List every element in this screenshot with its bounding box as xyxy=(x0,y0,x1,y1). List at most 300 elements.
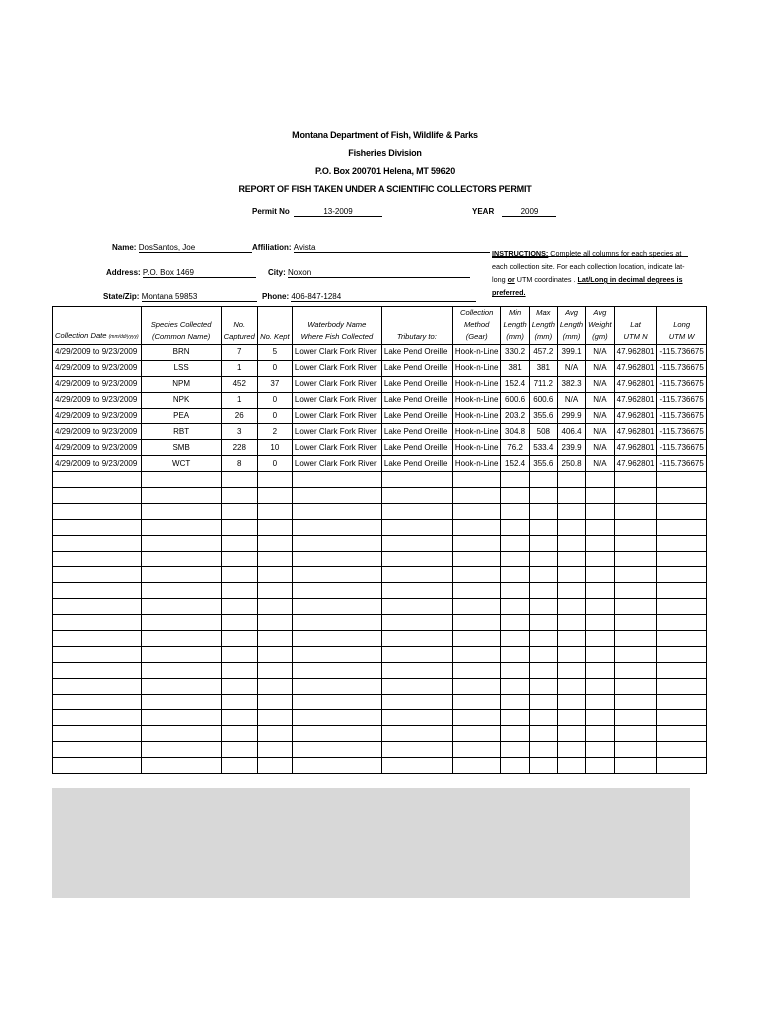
table-cell[interactable] xyxy=(586,519,615,535)
table-cell[interactable] xyxy=(221,488,257,504)
table-cell[interactable] xyxy=(292,678,381,694)
table-cell[interactable]: N/A xyxy=(586,440,615,456)
table-cell[interactable] xyxy=(141,551,221,567)
table-cell[interactable] xyxy=(586,488,615,504)
table-cell[interactable] xyxy=(501,694,529,710)
table-cell[interactable]: 452 xyxy=(221,376,257,392)
table-cell[interactable] xyxy=(501,646,529,662)
table-cell[interactable]: 381 xyxy=(529,360,557,376)
table-cell[interactable] xyxy=(586,662,615,678)
table-cell[interactable] xyxy=(141,519,221,535)
table-cell[interactable]: 250.8 xyxy=(557,456,585,472)
table-cell[interactable]: 0 xyxy=(257,408,292,424)
table-cell[interactable] xyxy=(557,488,585,504)
table-cell[interactable] xyxy=(292,503,381,519)
table-cell[interactable] xyxy=(614,710,657,726)
table-cell[interactable]: Hook-n-Line xyxy=(452,440,501,456)
table-cell[interactable] xyxy=(557,678,585,694)
table-cell[interactable] xyxy=(614,551,657,567)
table-cell[interactable] xyxy=(614,503,657,519)
table-cell[interactable]: 457.2 xyxy=(529,345,557,361)
table-cell[interactable] xyxy=(657,599,706,615)
table-cell[interactable] xyxy=(529,519,557,535)
table-cell[interactable]: N/A xyxy=(586,376,615,392)
table-cell[interactable]: 4/29/2009 to 9/23/2009 xyxy=(53,392,142,408)
table-cell[interactable]: 5 xyxy=(257,345,292,361)
table-cell[interactable]: 152.4 xyxy=(501,456,529,472)
table-cell[interactable] xyxy=(529,742,557,758)
table-cell[interactable] xyxy=(452,758,501,774)
table-cell[interactable] xyxy=(557,583,585,599)
table-cell[interactable] xyxy=(257,742,292,758)
table-cell[interactable] xyxy=(657,726,706,742)
table-cell[interactable]: -115.736675 xyxy=(657,456,706,472)
state-zip-field[interactable]: Montana 59853 xyxy=(142,292,257,302)
table-cell[interactable] xyxy=(557,519,585,535)
table-cell[interactable]: N/A xyxy=(586,424,615,440)
table-cell[interactable] xyxy=(53,710,142,726)
table-cell[interactable] xyxy=(557,503,585,519)
table-cell[interactable] xyxy=(557,646,585,662)
table-cell[interactable] xyxy=(557,742,585,758)
table-cell[interactable] xyxy=(657,472,706,488)
table-cell[interactable]: 600.6 xyxy=(501,392,529,408)
table-cell[interactable] xyxy=(221,758,257,774)
table-cell[interactable] xyxy=(221,599,257,615)
table-cell[interactable] xyxy=(529,472,557,488)
table-cell[interactable]: 37 xyxy=(257,376,292,392)
table-cell[interactable] xyxy=(557,662,585,678)
table-cell[interactable]: 355.6 xyxy=(529,456,557,472)
table-cell[interactable]: Lower Clark Fork River xyxy=(292,360,381,376)
table-cell[interactable] xyxy=(529,726,557,742)
table-cell[interactable] xyxy=(586,631,615,647)
table-cell[interactable] xyxy=(586,567,615,583)
table-cell[interactable] xyxy=(586,583,615,599)
table-cell[interactable]: 4/29/2009 to 9/23/2009 xyxy=(53,424,142,440)
table-cell[interactable] xyxy=(381,567,452,583)
table-cell[interactable] xyxy=(381,742,452,758)
table-cell[interactable] xyxy=(557,567,585,583)
table-cell[interactable] xyxy=(257,583,292,599)
table-cell[interactable] xyxy=(381,710,452,726)
table-cell[interactable] xyxy=(292,583,381,599)
table-cell[interactable] xyxy=(221,551,257,567)
table-cell[interactable] xyxy=(657,567,706,583)
table-cell[interactable]: 2 xyxy=(257,424,292,440)
table-cell[interactable] xyxy=(53,535,142,551)
table-cell[interactable] xyxy=(452,615,501,631)
table-cell[interactable] xyxy=(501,551,529,567)
table-cell[interactable] xyxy=(614,694,657,710)
table-cell[interactable] xyxy=(586,503,615,519)
table-cell[interactable] xyxy=(53,567,142,583)
table-cell[interactable] xyxy=(381,694,452,710)
table-cell[interactable] xyxy=(452,551,501,567)
table-cell[interactable] xyxy=(221,519,257,535)
table-cell[interactable] xyxy=(614,535,657,551)
table-cell[interactable] xyxy=(557,631,585,647)
table-cell[interactable] xyxy=(257,535,292,551)
table-cell[interactable] xyxy=(292,551,381,567)
table-cell[interactable] xyxy=(657,631,706,647)
table-cell[interactable]: N/A xyxy=(586,392,615,408)
table-cell[interactable] xyxy=(141,726,221,742)
table-cell[interactable]: N/A xyxy=(557,392,585,408)
table-cell[interactable] xyxy=(141,567,221,583)
table-cell[interactable] xyxy=(657,488,706,504)
table-cell[interactable]: 4/29/2009 to 9/23/2009 xyxy=(53,360,142,376)
table-cell[interactable]: 0 xyxy=(257,392,292,408)
table-cell[interactable] xyxy=(452,567,501,583)
table-cell[interactable] xyxy=(657,519,706,535)
table-cell[interactable] xyxy=(657,551,706,567)
city-field[interactable]: Noxon xyxy=(288,268,470,278)
table-cell[interactable]: Hook-n-Line xyxy=(452,408,501,424)
table-cell[interactable] xyxy=(529,646,557,662)
table-cell[interactable] xyxy=(452,742,501,758)
table-cell[interactable] xyxy=(586,710,615,726)
table-cell[interactable] xyxy=(529,710,557,726)
table-cell[interactable] xyxy=(614,758,657,774)
table-cell[interactable] xyxy=(501,678,529,694)
table-cell[interactable] xyxy=(614,599,657,615)
table-cell[interactable]: N/A xyxy=(557,360,585,376)
table-cell[interactable]: 0 xyxy=(257,360,292,376)
table-cell[interactable] xyxy=(53,758,142,774)
table-cell[interactable] xyxy=(141,694,221,710)
table-cell[interactable] xyxy=(614,726,657,742)
table-cell[interactable] xyxy=(53,551,142,567)
table-cell[interactable] xyxy=(586,615,615,631)
table-cell[interactable]: Hook-n-Line xyxy=(452,456,501,472)
table-cell[interactable]: 3 xyxy=(221,424,257,440)
table-cell[interactable]: Lake Pend Oreille xyxy=(381,376,452,392)
table-cell[interactable]: Hook-n-Line xyxy=(452,392,501,408)
table-cell[interactable]: 47.962801 xyxy=(614,440,657,456)
table-cell[interactable]: Lake Pend Oreille xyxy=(381,424,452,440)
table-cell[interactable] xyxy=(257,726,292,742)
table-cell[interactable]: WCT xyxy=(141,456,221,472)
table-cell[interactable] xyxy=(614,631,657,647)
table-cell[interactable] xyxy=(53,662,142,678)
table-cell[interactable] xyxy=(221,694,257,710)
table-cell[interactable] xyxy=(529,567,557,583)
table-cell[interactable]: 47.962801 xyxy=(614,424,657,440)
table-cell[interactable]: 304.8 xyxy=(501,424,529,440)
table-cell[interactable] xyxy=(557,694,585,710)
table-cell[interactable]: 0 xyxy=(257,456,292,472)
table-cell[interactable] xyxy=(501,742,529,758)
table-cell[interactable]: 4/29/2009 to 9/23/2009 xyxy=(53,345,142,361)
table-cell[interactable] xyxy=(221,631,257,647)
table-cell[interactable] xyxy=(141,583,221,599)
table-cell[interactable] xyxy=(586,758,615,774)
table-cell[interactable] xyxy=(221,472,257,488)
table-cell[interactable]: -115.736675 xyxy=(657,392,706,408)
table-cell[interactable] xyxy=(614,567,657,583)
table-cell[interactable] xyxy=(292,519,381,535)
table-cell[interactable] xyxy=(257,503,292,519)
table-cell[interactable] xyxy=(141,503,221,519)
table-cell[interactable] xyxy=(381,726,452,742)
table-cell[interactable] xyxy=(529,535,557,551)
table-cell[interactable] xyxy=(557,599,585,615)
table-cell[interactable] xyxy=(501,567,529,583)
table-cell[interactable] xyxy=(452,694,501,710)
table-cell[interactable]: Lake Pend Oreille xyxy=(381,456,452,472)
table-cell[interactable] xyxy=(501,535,529,551)
table-cell[interactable] xyxy=(586,535,615,551)
table-cell[interactable]: 4/29/2009 to 9/23/2009 xyxy=(53,408,142,424)
table-cell[interactable] xyxy=(292,488,381,504)
table-cell[interactable] xyxy=(501,662,529,678)
table-cell[interactable]: 47.962801 xyxy=(614,376,657,392)
table-cell[interactable]: 239.9 xyxy=(557,440,585,456)
table-cell[interactable]: 228 xyxy=(221,440,257,456)
table-cell[interactable] xyxy=(501,710,529,726)
table-cell[interactable] xyxy=(381,519,452,535)
table-cell[interactable]: 47.962801 xyxy=(614,456,657,472)
table-cell[interactable]: 47.962801 xyxy=(614,345,657,361)
table-cell[interactable]: Lower Clark Fork River xyxy=(292,440,381,456)
table-cell[interactable] xyxy=(529,488,557,504)
table-cell[interactable] xyxy=(657,710,706,726)
table-cell[interactable] xyxy=(501,519,529,535)
table-cell[interactable]: N/A xyxy=(586,360,615,376)
table-cell[interactable] xyxy=(614,519,657,535)
table-cell[interactable] xyxy=(452,503,501,519)
table-cell[interactable] xyxy=(292,631,381,647)
table-cell[interactable] xyxy=(53,646,142,662)
table-cell[interactable] xyxy=(657,678,706,694)
table-cell[interactable]: -115.736675 xyxy=(657,440,706,456)
table-cell[interactable] xyxy=(141,742,221,758)
table-cell[interactable] xyxy=(586,646,615,662)
table-cell[interactable] xyxy=(557,551,585,567)
table-cell[interactable] xyxy=(257,567,292,583)
table-cell[interactable] xyxy=(501,472,529,488)
table-cell[interactable] xyxy=(614,583,657,599)
table-cell[interactable] xyxy=(452,646,501,662)
table-cell[interactable] xyxy=(529,503,557,519)
table-cell[interactable]: 1 xyxy=(221,360,257,376)
table-cell[interactable] xyxy=(141,758,221,774)
table-cell[interactable]: 382.3 xyxy=(557,376,585,392)
table-cell[interactable]: 711.2 xyxy=(529,376,557,392)
table-cell[interactable] xyxy=(657,646,706,662)
table-cell[interactable] xyxy=(257,631,292,647)
table-cell[interactable]: PEA xyxy=(141,408,221,424)
table-cell[interactable] xyxy=(292,567,381,583)
table-cell[interactable] xyxy=(221,678,257,694)
table-cell[interactable] xyxy=(657,615,706,631)
table-cell[interactable] xyxy=(221,646,257,662)
table-cell[interactable] xyxy=(53,631,142,647)
table-cell[interactable] xyxy=(557,726,585,742)
table-cell[interactable] xyxy=(292,472,381,488)
table-cell[interactable]: 203.2 xyxy=(501,408,529,424)
table-cell[interactable] xyxy=(141,615,221,631)
table-cell[interactable] xyxy=(452,631,501,647)
table-cell[interactable] xyxy=(257,678,292,694)
table-cell[interactable]: N/A xyxy=(586,345,615,361)
table-cell[interactable]: Lake Pend Oreille xyxy=(381,392,452,408)
table-cell[interactable] xyxy=(586,694,615,710)
table-cell[interactable] xyxy=(141,472,221,488)
table-cell[interactable]: 4/29/2009 to 9/23/2009 xyxy=(53,376,142,392)
table-cell[interactable] xyxy=(657,503,706,519)
table-cell[interactable] xyxy=(221,615,257,631)
table-cell[interactable] xyxy=(557,535,585,551)
table-cell[interactable] xyxy=(257,694,292,710)
table-cell[interactable] xyxy=(614,662,657,678)
table-cell[interactable]: N/A xyxy=(586,408,615,424)
table-cell[interactable] xyxy=(257,488,292,504)
table-cell[interactable]: 26 xyxy=(221,408,257,424)
table-cell[interactable] xyxy=(501,583,529,599)
table-cell[interactable]: 4/29/2009 to 9/23/2009 xyxy=(53,456,142,472)
table-cell[interactable]: 406.4 xyxy=(557,424,585,440)
table-cell[interactable] xyxy=(586,678,615,694)
table-cell[interactable] xyxy=(614,742,657,758)
table-cell[interactable] xyxy=(257,551,292,567)
table-cell[interactable]: BRN xyxy=(141,345,221,361)
table-cell[interactable] xyxy=(292,758,381,774)
table-cell[interactable]: N/A xyxy=(586,456,615,472)
table-cell[interactable] xyxy=(586,551,615,567)
table-cell[interactable] xyxy=(452,662,501,678)
table-cell[interactable] xyxy=(221,726,257,742)
table-cell[interactable]: 381 xyxy=(501,360,529,376)
table-cell[interactable] xyxy=(141,662,221,678)
table-cell[interactable] xyxy=(292,726,381,742)
table-cell[interactable] xyxy=(381,631,452,647)
table-cell[interactable]: 4/29/2009 to 9/23/2009 xyxy=(53,440,142,456)
table-cell[interactable] xyxy=(381,662,452,678)
table-cell[interactable]: 8 xyxy=(221,456,257,472)
table-cell[interactable] xyxy=(292,742,381,758)
table-cell[interactable] xyxy=(529,758,557,774)
table-cell[interactable] xyxy=(452,488,501,504)
table-cell[interactable]: Lower Clark Fork River xyxy=(292,456,381,472)
table-cell[interactable]: Lower Clark Fork River xyxy=(292,424,381,440)
table-cell[interactable] xyxy=(381,758,452,774)
name-field[interactable]: DosSantos, Joe xyxy=(139,243,252,253)
table-cell[interactable]: 47.962801 xyxy=(614,392,657,408)
table-cell[interactable] xyxy=(529,694,557,710)
table-cell[interactable] xyxy=(381,535,452,551)
table-cell[interactable] xyxy=(53,678,142,694)
table-cell[interactable] xyxy=(221,662,257,678)
table-cell[interactable] xyxy=(257,646,292,662)
table-cell[interactable] xyxy=(257,710,292,726)
table-cell[interactable] xyxy=(221,567,257,583)
table-cell[interactable]: Lake Pend Oreille xyxy=(381,440,452,456)
table-cell[interactable]: Lake Pend Oreille xyxy=(381,408,452,424)
table-cell[interactable] xyxy=(141,631,221,647)
table-cell[interactable] xyxy=(501,615,529,631)
table-cell[interactable] xyxy=(141,488,221,504)
table-cell[interactable] xyxy=(221,503,257,519)
table-cell[interactable] xyxy=(53,583,142,599)
table-cell[interactable] xyxy=(657,662,706,678)
table-cell[interactable]: 152.4 xyxy=(501,376,529,392)
table-cell[interactable]: Hook-n-Line xyxy=(452,360,501,376)
table-cell[interactable] xyxy=(141,678,221,694)
table-cell[interactable] xyxy=(557,710,585,726)
table-cell[interactable] xyxy=(657,535,706,551)
table-cell[interactable]: Hook-n-Line xyxy=(452,424,501,440)
table-cell[interactable] xyxy=(53,742,142,758)
table-cell[interactable]: 399.1 xyxy=(557,345,585,361)
table-cell[interactable]: Lake Pend Oreille xyxy=(381,360,452,376)
address-field[interactable]: P.O. Box 1469 xyxy=(143,268,256,278)
table-cell[interactable] xyxy=(614,678,657,694)
table-cell[interactable] xyxy=(257,599,292,615)
table-cell[interactable] xyxy=(292,535,381,551)
table-cell[interactable]: Lower Clark Fork River xyxy=(292,376,381,392)
table-cell[interactable] xyxy=(292,710,381,726)
table-cell[interactable]: -115.736675 xyxy=(657,345,706,361)
table-cell[interactable]: 355.6 xyxy=(529,408,557,424)
table-cell[interactable]: NPM xyxy=(141,376,221,392)
table-cell[interactable]: 600.6 xyxy=(529,392,557,408)
table-cell[interactable] xyxy=(529,615,557,631)
table-cell[interactable] xyxy=(221,710,257,726)
table-cell[interactable] xyxy=(586,472,615,488)
table-cell[interactable] xyxy=(221,742,257,758)
table-cell[interactable] xyxy=(557,758,585,774)
table-cell[interactable]: 533.4 xyxy=(529,440,557,456)
table-cell[interactable]: 7 xyxy=(221,345,257,361)
table-cell[interactable] xyxy=(501,599,529,615)
table-cell[interactable] xyxy=(257,662,292,678)
table-cell[interactable]: Hook-n-Line xyxy=(452,345,501,361)
permit-number-field[interactable]: 13-2009 xyxy=(294,207,382,217)
table-cell[interactable] xyxy=(614,488,657,504)
table-cell[interactable]: LSS xyxy=(141,360,221,376)
table-cell[interactable] xyxy=(657,583,706,599)
table-cell[interactable]: 47.962801 xyxy=(614,360,657,376)
table-cell[interactable] xyxy=(292,599,381,615)
table-cell[interactable] xyxy=(381,646,452,662)
table-cell[interactable] xyxy=(529,583,557,599)
table-cell[interactable] xyxy=(381,551,452,567)
table-cell[interactable] xyxy=(381,678,452,694)
table-cell[interactable]: 330.2 xyxy=(501,345,529,361)
table-cell[interactable]: -115.736675 xyxy=(657,376,706,392)
table-cell[interactable] xyxy=(53,615,142,631)
table-cell[interactable] xyxy=(381,599,452,615)
table-cell[interactable]: NPK xyxy=(141,392,221,408)
table-cell[interactable] xyxy=(557,472,585,488)
table-cell[interactable] xyxy=(501,631,529,647)
table-cell[interactable] xyxy=(53,472,142,488)
table-cell[interactable] xyxy=(257,519,292,535)
table-cell[interactable] xyxy=(614,615,657,631)
table-cell[interactable]: Hook-n-Line xyxy=(452,376,501,392)
table-cell[interactable]: 508 xyxy=(529,424,557,440)
table-cell[interactable] xyxy=(452,535,501,551)
table-cell[interactable] xyxy=(381,583,452,599)
table-cell[interactable] xyxy=(529,599,557,615)
table-cell[interactable] xyxy=(586,599,615,615)
table-cell[interactable]: -115.736675 xyxy=(657,408,706,424)
table-cell[interactable] xyxy=(292,615,381,631)
table-cell[interactable] xyxy=(381,503,452,519)
table-cell[interactable] xyxy=(657,694,706,710)
